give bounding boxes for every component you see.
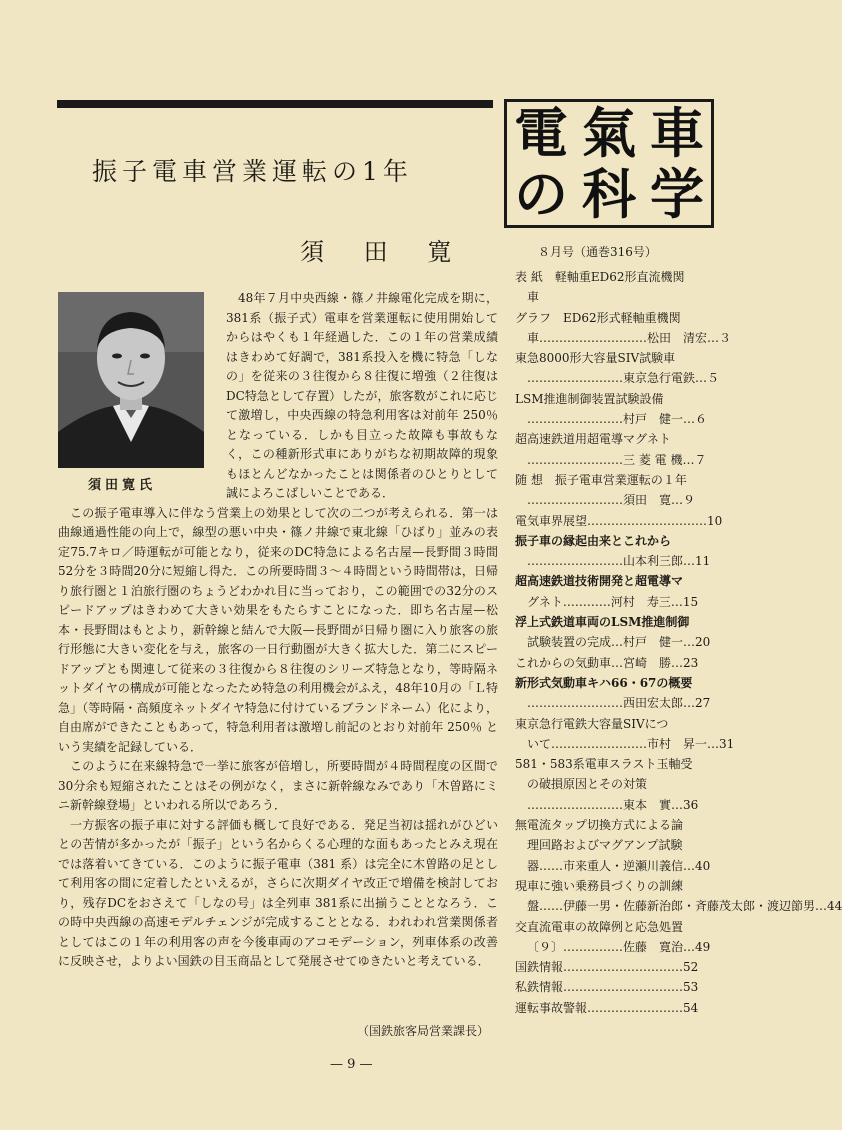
toc-entry [515, 653, 715, 673]
toc-entry [515, 328, 732, 348]
toc-entry-text: ……………………山本利三郎…11 [527, 554, 711, 569]
author-affiliation: （国鉄旅客局営業課長） [356, 1024, 489, 1038]
toc-entry [515, 876, 715, 896]
toc-entry-text: LSM推進制御装置試験設備 [515, 391, 664, 406]
toc-entry-text: ……………………東本 實…36 [527, 797, 699, 812]
photo-caption: 須田寛氏 [88, 478, 157, 493]
toc-entry [515, 368, 720, 388]
toc-entry [515, 287, 715, 307]
toc-entry-text: ……………………東京急行電鉄…５ [527, 371, 720, 386]
toc-entry [515, 511, 723, 531]
toc-entry-text: 車 [527, 290, 540, 305]
toc-entry [515, 429, 715, 449]
logo-char: 電 [514, 100, 568, 165]
toc-entry [515, 998, 715, 1018]
toc-entry-text: 無電流タップ切換方式による論 [515, 818, 684, 833]
toc-entry [515, 450, 715, 470]
toc-entry [515, 551, 715, 571]
toc-entry-text: ……………………須田 寛…９ [527, 493, 696, 508]
table-of-contents [515, 267, 842, 1018]
toc-entry-text: 振子車の縁起由来とこれから [515, 533, 672, 548]
article-body [58, 289, 498, 972]
toc-entry [515, 490, 715, 510]
article-paragraph: 一方振客の振子車に対する評価も概して良好である．発足当初は揺れがひどいとの苦情が多かったが「振子」という名からくる心理的な面もあったとみえ現在では落着いてきている．このように振子電車（381 系）は完全に木曽路の足として利用客の間に定着したといえるが，さらに次期ダイヤ改正で増備を検討しており，残存DCをおさえて「しなの号」は全列車 381系に出揃うこととなろう．この時中央西線の高速モデルチェンジが完成することとなる．われわれ営業関係者としてはこの１年の利用客の声を今後車両のアコモデーション，列車体系の改善に反映させ，よりよい国鉄の目玉商品として発展させてゆきたいと考えている． [58, 817, 498, 968]
article-paragraph: このように在来線特急で一挙に旅客が倍増し，所要時間が４時間程度の区間で30分余も短縮されたことはその例がなく，まさに新幹線なみであり「木曽路にミニ新幹線登場」といわれる所以であろう． [58, 759, 498, 812]
toc-entry [515, 389, 715, 409]
logo-char: 車 [650, 100, 704, 165]
toc-entry-text: 東京急行電鉄大容量SIVにつ [515, 716, 669, 731]
logo-char: 科 [582, 162, 636, 227]
toc-entry [515, 571, 715, 591]
toc-entry-text: いて……………………市村 昇一…31 [527, 736, 735, 751]
toc-entry-text: ……………………村戸 健一…６ [527, 412, 708, 427]
toc-entry [515, 531, 715, 551]
toc-entry [515, 348, 715, 368]
toc-entry [515, 693, 715, 713]
article-title: 振子電車営業運転の1年 [92, 157, 413, 186]
article-author: 須 田 寛 [300, 238, 468, 266]
toc-entry [515, 470, 715, 490]
logo-char: 学 [650, 162, 704, 227]
toc-entry [515, 308, 715, 328]
toc-entry [515, 774, 715, 794]
article-paragraph: 48年７月中央西線・篠ノ井線電化完成を期に，381系（振子式）電車を営業運転に使用開始してからはやくも１年経過した．この１年の営業成績はきわめて好調で，381系投入を機に特急「しなの」を従来の３往復から８往復に増強（２往復はDC特急として存置）したが，旅客数がこれに応じて激増し，中央西線の特急利用客は対前年 250％ となっている．しかも目立った故障も事故もなく，この種新形式車にありがちな初期故障的現象もほとんどなかったことは関係者のひとりとして誠によろこばしいことである． [226, 291, 498, 500]
toc-entry-text: 電気車界展望…………………………10 [515, 513, 723, 528]
toc-entry [515, 612, 715, 632]
toc-entry [515, 917, 715, 937]
toc-entry-text: 運転事故警報……………………54 [515, 1000, 699, 1015]
toc-entry [515, 957, 715, 977]
toc-entry-text: 車………………………松田 清宏…３ [527, 330, 732, 345]
article-paragraph: この振子電車導入に伴なう営業上の効果として次の二つが考えられる．第一は曲線通過性能の向上で，線型の悪い中央・篠ノ井線で東北線「ひばり」並みの表定75.7キロ／時運転が可能となり，従来のDC特急による名古屋—長野間３時間52分を３時間20分に短縮し得た．この所要時間３〜４時間という時間帯は，日帰り旅行圏と１泊旅行圏のちょうどわかれ目に当っており，この範囲での32分のスピードアップはきわめて大きい効果をもたらすことになった．即ち名古屋—松本・長野間はもとより，新幹線と結んで大阪—長野間が日帰り圏に入り旅客の旅行形態に大きい変化を与え，旅客の一日行動圏が大きく拡大した．第二にスピードアップとも関連して従来の３往復から８往復のシリーズ特急となり，等時隔ネットダイヤの構成が可能となったため特急の利用機会がふえ，48年10月の「Ｌ特急」（等時隔・高頻度ネットダイヤ特急に付けているブランドネーム）化により，自由席ができたこともあって，特急利用者は激増し前記のとおり対前年 250％ という実績を記録している． [58, 505, 498, 754]
toc-entry-text: 超高速鉄道技術開発と超電導マ [515, 574, 684, 589]
toc-entry-text: 現車に強い乗務員づくりの訓練 [515, 878, 684, 893]
toc-entry [515, 754, 715, 774]
toc-entry-text: 581・583系電車スラスト玉軸受 [515, 757, 693, 772]
toc-entry-text: 器……市来重人・逆瀬川義信…40 [527, 858, 711, 873]
toc-entry [515, 267, 715, 287]
toc-entry-text: 私鉄情報…………………………53 [515, 980, 699, 995]
toc-entry-text: これからの気動車…宮崎 勝…23 [515, 655, 699, 670]
issue-label: ８月号（通巻316号） [538, 245, 657, 259]
toc-entry-text: 新形式気動車キハ66・67の概要 [515, 675, 693, 690]
toc-entry [515, 937, 715, 957]
toc-entry-text: 理回路およびマグアンプ試験 [527, 838, 683, 853]
toc-entry [515, 673, 715, 693]
toc-entry [515, 835, 715, 855]
toc-entry [515, 632, 715, 652]
page-number: — 9 — [330, 1057, 373, 1072]
toc-entry-text: 国鉄情報…………………………52 [515, 960, 699, 975]
toc-entry [515, 734, 735, 754]
toc-entry [515, 592, 715, 612]
photo-wrap-spacer [58, 289, 226, 499]
toc-entry-text: 盤……伊藤一男・佐藤新治郎・斉藤茂太郎・渡辺節男…44 [527, 899, 842, 914]
toc-entry [515, 815, 715, 835]
title-rule [57, 100, 493, 108]
toc-entry-text: 試験装置の完成…村戸 健一…20 [527, 635, 711, 650]
logo-char: 氣 [582, 100, 636, 165]
toc-entry-text: ……………………三 菱 電 機…７ [527, 452, 707, 467]
toc-entry-text: ……………………西田宏太郎…27 [527, 696, 711, 711]
toc-entry [515, 714, 715, 734]
toc-entry-text: グラフ ED62形式軽軸重機関 [515, 310, 681, 325]
toc-entry-text: 表 紙 軽軸重ED62形直流機関 [515, 270, 685, 284]
toc-entry [515, 409, 715, 429]
toc-entry-text: 超高速鉄道用超電導マグネト [515, 432, 671, 447]
toc-entry [515, 856, 715, 876]
toc-entry-text: グネト…………河村 寿三…15 [527, 594, 699, 609]
logo-char: の [514, 162, 568, 227]
magazine-logo [504, 99, 714, 228]
toc-entry-text: 随 想 振子電車営業運転の１年 [515, 472, 687, 487]
toc-entry [515, 795, 715, 815]
toc-entry-text: の破損原因とその対策 [527, 777, 648, 792]
toc-entry [515, 896, 842, 916]
toc-entry-text: 交直流電車の故障例と応急処置 [515, 919, 684, 934]
toc-entry-text: 東急8000形大容量SIV試験車 [515, 351, 676, 366]
toc-entry-text: 〔９〕……………佐藤 寛治…49 [527, 939, 711, 954]
toc-entry [515, 977, 715, 997]
toc-entry-text: 浮上式鉄道車両のLSM推進制御 [515, 615, 690, 630]
